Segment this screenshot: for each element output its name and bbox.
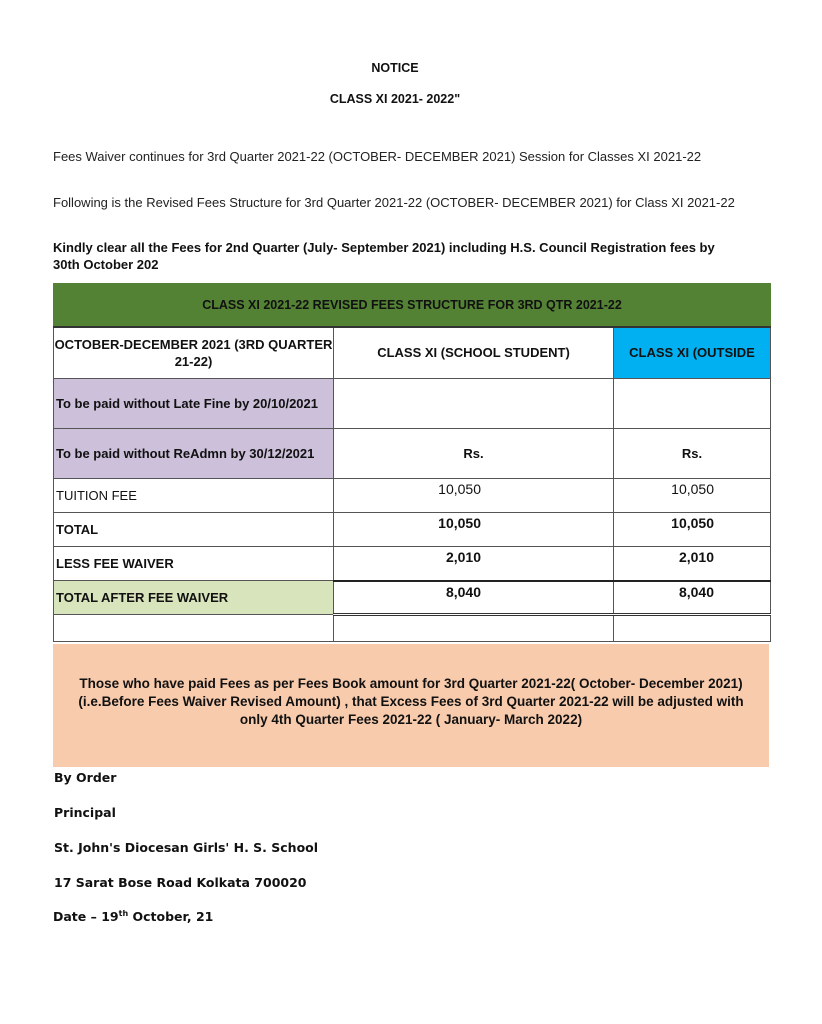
table-banner: CLASS XI 2021-22 REVISED FEES STRUCTURE FOR 3RD QTR 2021-22 [54,284,771,327]
column-header-outside: CLASS XI (OUTSIDE [614,327,771,379]
designation: Principal [54,805,116,820]
row-label-late-fine: To be paid without Late Fine by 20/10/2021 [54,379,334,429]
table-row [54,547,771,581]
table-row [54,513,771,547]
excess-fees-note: Those who have paid Fees as per Fees Book amount for 3rd Quarter 2021-22( October- December 2021) (i.e.Before Fees Waiver Revised Amount) , that Excess Fees of 3rd Quarter 2021-22 will be adjusted with only 4th Quarter Fees 2021-22 ( January- March 2022) [53,644,769,767]
notice-date [53,909,213,924]
date-suffix: October, 21 [128,909,214,924]
table-row [54,479,771,513]
row-label-tuition: TUITION FEE [54,479,334,513]
revised-structure-paragraph: Following is the Revised Fees Structure for 3rd Quarter 2021-22 (OCTOBER- DECEMBER 2021) for Class XI 2021-22 [53,195,735,210]
notice-title: NOTICE [371,61,419,75]
school-address: 17 Sarat Bose Road Kolkata 700020 [54,875,307,890]
column-header-period: OCTOBER-DECEMBER 2021 (3RD QUARTER 21-22) [54,327,334,379]
cell-waiver-school: 2,010 [334,547,614,581]
cell-tuition-outside: 10,050 [614,479,771,513]
cell-empty-school [334,615,614,642]
cell-after-waiver-outside: 8,040 [614,581,771,615]
table-row [54,379,771,429]
cell-readmn-outside: Rs. [614,429,771,479]
cell-late-fine-school [334,379,614,429]
cell-tuition-school: 10,050 [334,479,614,513]
date-prefix: Date – 19 [53,909,119,924]
table-row [54,581,771,615]
cell-after-waiver-school: 8,040 [334,581,614,615]
school-name: St. John's Diocesan Girls' H. S. School [54,840,319,855]
cell-empty-outside [614,615,771,642]
table-banner-row [54,284,771,327]
table-row-empty [54,615,771,642]
table-row [54,429,771,479]
cell-readmn-school: Rs. [334,429,614,479]
row-label-total: TOTAL [54,513,334,547]
row-label-total-after-waiver: TOTAL AFTER FEE WAIVER [54,581,334,615]
table-header-row [54,327,771,379]
cell-total-school: 10,050 [334,513,614,547]
cell-late-fine-outside [614,379,771,429]
cell-total-outside: 10,050 [614,513,771,547]
clear-fees-paragraph: Kindly clear all the Fees for 2nd Quarter (July- September 2021) including H.S. Council Registration fees by 30th October 202 [53,240,715,272]
cell-waiver-outside: 2,010 [614,547,771,581]
by-order: By Order [54,770,117,785]
row-label-fee-waiver: LESS FEE WAIVER [54,547,334,581]
date-ordinal: th [118,909,129,918]
fees-structure-table [53,283,771,642]
waiver-paragraph: Fees Waiver continues for 3rd Quarter 2021-22 (OCTOBER- DECEMBER 2021) Session for Classes XI 2021-22 [53,149,702,164]
row-label-readmn: To be paid without ReAdmn by 30/12/2021 [54,429,334,479]
cell-empty-label [54,615,334,642]
column-header-school-student: CLASS XI (SCHOOL STUDENT) [334,327,614,379]
class-title: CLASS XI 2021- 2022" [329,92,461,106]
